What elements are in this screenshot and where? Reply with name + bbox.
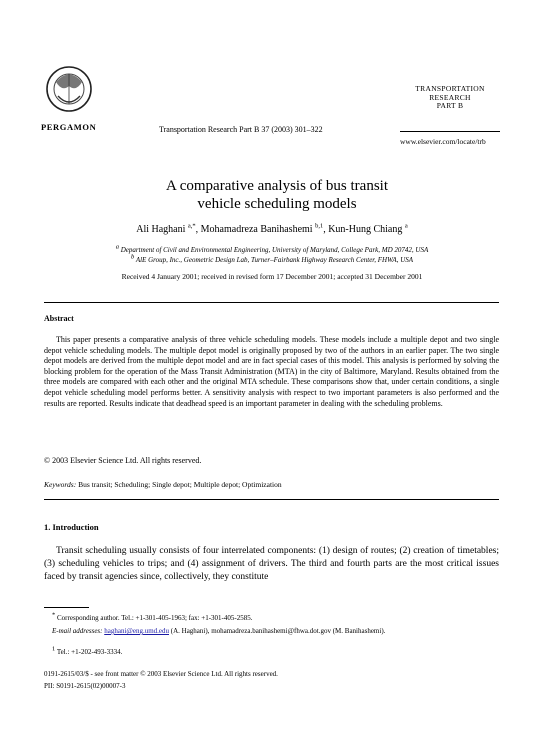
received-dates: Received 4 January 2001; received in revised form 17 December 2001; accepted 31 December 2001 <box>121 272 423 281</box>
journal-masthead <box>400 85 500 111</box>
email-link[interactable]: haghani@eng.umd.edu <box>104 627 169 635</box>
author-sup: a <box>404 222 408 230</box>
affiliation-sup: b <box>130 253 135 261</box>
author-name: Ali Haghani <box>136 224 186 235</box>
intro-paragraph: Transit scheduling usually consists of four interrelated components: (1) design of routes; (2) creation of timetables; (3) scheduling vehicles to trips; and (4) assignment of drivers. The third and fourth parts are the most critical issues faced by transit agencies since, collectively, they constitute <box>44 546 499 582</box>
keywords-text: Bus transit; Scheduling; Single depot; Multiple depot; Optimization <box>78 480 282 489</box>
masthead-line-1: TRANSPORTATION <box>415 84 485 93</box>
footnote-text: Tel.: +1-202-493-3334. <box>56 648 123 656</box>
masthead-rule <box>400 131 500 132</box>
author-sup: a,* <box>187 222 196 230</box>
section-heading: 1. Introduction <box>44 522 99 532</box>
footnote-rule <box>44 607 89 608</box>
footnote-emails <box>44 626 499 637</box>
title-line-1: A comparative analysis of bus transit <box>165 178 389 194</box>
title-line-2: vehicle scheduling models <box>197 196 357 212</box>
publisher-logo <box>38 62 100 120</box>
abstract-text: This paper presents a comparative analysis of three vehicle scheduling models. These models include a multiple depot and two single depot vehicle scheduling models. The multiple depot model is originally proposed by two of the authors in an earlier paper. The two single depot models are derived from the multiple depot model and are in fact special cases of this model. This analysis is performed by solving the blocking problem for the operation of the Mass Transit Administration (MTA) in the city of Baltimore, Maryland. Results obtained from the three models are compared with each other and the original MTA schedule. These comparisons show that, under certain conditions, a single depot vehicle scheduling model performs better. A sensitivity analysis with respect to two important parameters is also performed and the results are reported. Results indicate that deadhead speed is an important parameter in dealing with the scheduling problems. <box>44 335 499 408</box>
footnote-mark: * <box>52 611 56 619</box>
email-owner: (A. Haghani), <box>170 627 210 635</box>
paper-title <box>60 177 494 213</box>
issn-line: 0191-2615/03/$ - see front matter © 2003 Elsevier Science Ltd. All rights reserved. <box>44 670 278 678</box>
author-list: Ali Haghani $^{a,*}$, Mohamadreza Banihashemi $^{b,1}$, Kun-Hung Chiang $^a$ <box>136 222 408 235</box>
footnote-mark: 1 <box>52 645 56 653</box>
affiliation-a <box>40 243 504 254</box>
keywords-label: Keywords: <box>44 480 77 489</box>
email-label: E-mail addresses: <box>52 627 103 635</box>
affiliation-b <box>40 253 504 264</box>
abstract-copyright: © 2003 Elsevier Science Ltd. All rights reserved. <box>44 456 202 465</box>
author-name: Mohamadreza Banihashemi <box>200 224 313 235</box>
affiliation-sup: a <box>115 243 119 251</box>
journal-reference: Transportation Research Part B 37 (2003) 301–322 <box>159 125 323 134</box>
publisher-name: PERGAMON <box>41 122 97 132</box>
masthead-line-2: RESEARCH <box>429 92 471 102</box>
author-name: Kun-Hung Chiang <box>328 224 403 235</box>
author-sup: b,1 <box>315 222 324 230</box>
email-link[interactable]: mohamadreza.banihashemi@fhwa.dot.gov <box>211 627 331 635</box>
masthead-line-3: PART B <box>436 101 464 110</box>
affiliation-text: AlE Group, Inc., Geometric Design Lab, Turner–Fairbank Highway Research Center, FHWA, USA <box>135 256 414 264</box>
email-owner: (M. Banihashemi). <box>332 627 386 635</box>
abstract-top-rule <box>44 302 499 303</box>
journal-website[interactable]: www.elsevier.com/locate/trb <box>400 137 486 146</box>
abstract-bottom-rule <box>44 499 499 500</box>
pii-line: PII: S0191-2615(02)00007-3 <box>44 682 126 690</box>
affiliation-text: Department of Civil and Environmental Engineering, University of Maryland, College Park, MD 20742, USA <box>120 246 429 254</box>
footnote-text: Corresponding author. Tel.: +1-301-405-1963; fax: +1-301-405-2585. <box>57 614 253 622</box>
footnote-tel <box>44 645 499 656</box>
footnote-corresponding <box>44 613 499 624</box>
abstract-heading: Abstract <box>44 314 74 323</box>
keywords <box>44 480 282 489</box>
